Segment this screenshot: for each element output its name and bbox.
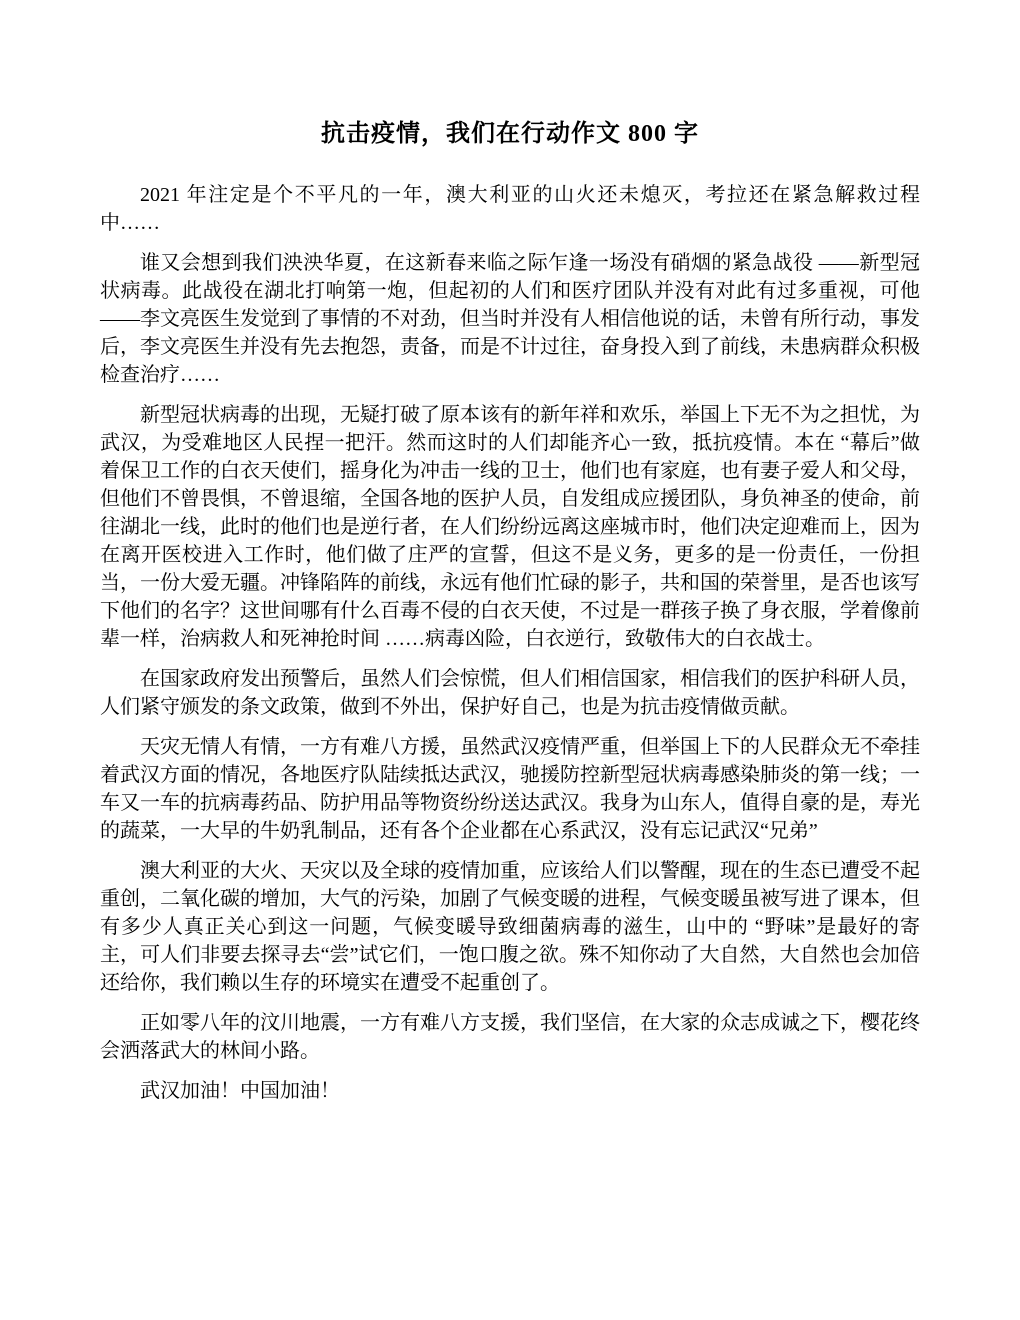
document-body (100, 181, 920, 1105)
essay-paragraph-6: 澳大利亚的大火、天灾以及全球的疫情加重，应该给人们以警醒，现在的生态已遭受不起重创，二氧化碳的增加，大气的污染，加剧了气候变暖的进程，气候变暖虽被写进了课本，但有多少人真正关心到这一问题，气候变暖导致细菌病毒的滋生，山中的 “野味”是最好的寄主，可人们非要去探寻去“尝”试它们，一饱口腹之欲。殊不知你动了大自然，大自然也会加倍还给你，我们赖以生存的环境实在遭受不起重创了。 (100, 860, 920, 994)
essay-paragraph-3: 新型冠状病毒的出现，无疑打破了原本该有的新年祥和欢乐，举国上下无不为之担忧，为武汉，为受难地区人民捏一把汗。然而这时的人们却能齐心一致，抵抗疫情。本在 “幕后”做着保卫工作的白衣天使们，摇身化为冲击一线的卫士，他们也有家庭，也有妻子爱人和父母，但他们不曾畏惧，不曾退缩，全国各地的医护人员，自发组成应援团队，身负神圣的使命，前往湖北一线，此时的他们也是逆行者，在人们纷纷远离这座城市时，他们决定迎难而上，因为在离开医校进入工作时，他们做了庄严的宣誓，但这不是义务，更多的是一份责任，一份担当，一份大爱无疆。冲锋陷阵的前线，永远有他们忙碌的影子，共和国的荣誉里，是否也该写下他们的名字？这世间哪有什么百毒不侵的白衣天使，不过是一群孩子换了身衣服，学着像前辈一样，治病救人和死神抢时间 ……病毒凶险，白衣逆行，致敬伟大的白衣战士。 (100, 404, 920, 650)
essay-paragraph-4: 在国家政府发出预警后，虽然人们会惊慌，但人们相信国家，相信我们的医护科研人员，人们紧守颁发的条文政策，做到不外出，保护好自己，也是为抗击疫情做贡献。 (100, 668, 920, 718)
essay-paragraph-1: 2021 年注定是个不平凡的一年，澳大利亚的山火还未熄灭，考拉还在紧急解救过程中…… (100, 184, 920, 234)
essay-paragraph-7: 正如零八年的汶川地震，一方有难八方支援，我们坚信，在大家的众志成诚之下，樱花终会洒落武大的林间小路。 (100, 1012, 920, 1062)
essay-paragraph-5: 天灾无情人有情，一方有难八方援，虽然武汉疫情严重，但举国上下的人民群众无不牵挂着武汉方面的情况，各地医疗队陆续抵达武汉，驰援防控新型冠状病毒感染肺炎的第一线；一车又一车的抗病毒药品、防护用品等物资纷纷送达武汉。我身为山东人，值得自豪的是，寿光的蔬菜，一大早的牛奶乳制品，还有各个企业都在心系武汉，没有忘记武汉“兄弟” (100, 736, 920, 842)
essay-paragraph-2: 谁又会想到我们泱泱华夏，在这新春来临之际乍逢一场没有硝烟的紧急战役 ——新型冠状病毒。此战役在湖北打响第一炮，但起初的人们和医疗团队并没有对此有过多重视，可他——李文亮医生发觉到了事情的不对劲，但当时并没有人相信他说的话，未曾有所行动，事发后，李文亮医生并没有先去抱怨，责备，而是不计过往，奋身投入到了前线，未患病群众积极检查治疗…… (100, 252, 920, 386)
document-title: 抗击疫情，我们在行动作文 800 字 (321, 121, 699, 147)
essay-paragraph-8: 武汉加油！中国加油！ (140, 1080, 340, 1102)
